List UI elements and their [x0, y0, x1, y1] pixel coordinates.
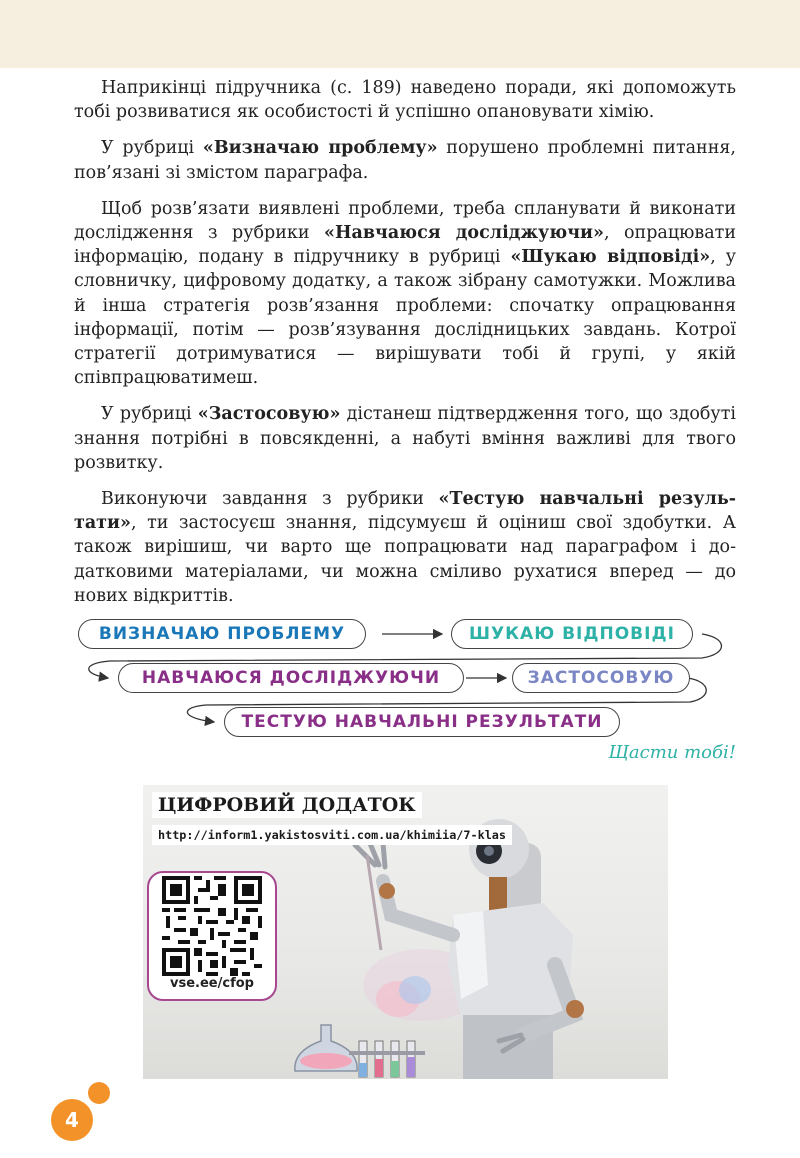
rubric-learn-exploring: «Навчаюся досліджуючи»	[324, 223, 604, 244]
qr-short-link[interactable]: vse.ee/cfop	[170, 976, 254, 991]
rubric-apply: «Застосовую»	[197, 404, 341, 425]
step-apply: ЗАСТОСОВУЮ	[512, 663, 690, 693]
paragraph-5-pre: Виконуючи завдання з рубрики	[101, 489, 439, 510]
rubric-seek-answers: «Шукаю відповіді»	[510, 247, 711, 268]
good-luck-text: Щасти тобі!	[608, 742, 736, 763]
rubric-define-problem: «Визначаю проблему»	[202, 138, 438, 159]
digital-supplement-banner	[143, 785, 668, 1079]
paragraph-5	[74, 487, 736, 608]
step-seek-answers: ШУКАЮ ВІДПОВІДІ	[451, 619, 693, 649]
step-learn-exploring: НАВЧАЮСЯ ДОСЛІДЖУЮЧИ	[118, 663, 464, 693]
step-define-problem: ВИЗНАЧАЮ ПРОБЛЕМУ	[78, 619, 366, 649]
paragraph-2-pre: У рубриці	[101, 138, 203, 159]
paragraph-1-text: Наприкінці підручника (с. 189) наведено поради, які допоможуть тобі розвиватися як особистості й успішно опановувати хімію.	[74, 78, 736, 123]
rubric-flow-diagram	[0, 616, 800, 746]
paragraph-2-post: порушено проблемні питання, пов’язані зі змістом параграфа.	[74, 138, 736, 183]
digital-supplement-title: ЦИФРОВИЙ ДОДАТОК	[152, 792, 422, 818]
paragraph-3-mid: , опрацювати інформацію, подану в підручнику в рубриці	[74, 223, 736, 268]
body-text	[74, 76, 736, 620]
page-number: 4	[51, 1099, 93, 1141]
paragraph-4	[74, 402, 736, 475]
qr-code-box[interactable]	[147, 871, 277, 1001]
paragraph-3-pre: Щоб розв’язати виявлені проблеми, треба спланувати й виконати дослідження з рубрики	[74, 198, 736, 244]
paragraph-3	[74, 197, 736, 391]
paragraph-2	[74, 136, 736, 184]
rubric-test-results: «Тестую навчальні результати»	[74, 489, 737, 534]
paragraph-5-post: , ти застосуєш знання, підсумуєш й оціниш свої здобутки. А також вирішиш, чи варто ще попрацювати над параграфом і додатковими матеріалами, чи можна сміливо рухатися вперед — до нових відкриттів.	[74, 513, 736, 606]
step-test-results: ТЕСТУЮ НАВЧАЛЬНІ РЕЗУЛЬТАТИ	[224, 707, 620, 737]
top-band	[0, 0, 800, 68]
page-number-decoration	[88, 1082, 110, 1104]
paragraph-3-post: , у словничку, цифровому додатку, а також зібрану самотужки. Можлива й інша стратегія розв’язання проблеми: спочатку опрацювання інформації, потім — розв’язування дослідницьких завдань. Котрої стратегії дотримуватися — вирішувати тобі й групі, у якій співпрацюватимеш.	[74, 247, 736, 389]
paragraph-4-pre: У рубриці	[101, 404, 198, 425]
paragraph-1	[74, 76, 736, 124]
qr-code-icon	[162, 876, 262, 976]
paragraph-4-post: дістанеш підтвердження того, що здобуті знання потрібні в повсякденні, а набуті вміння важливі для твого розвитку.	[74, 404, 736, 473]
digital-supplement-url[interactable]: http://inform1.yakistosviti.com.ua/khimiia/7-klas	[152, 825, 512, 845]
